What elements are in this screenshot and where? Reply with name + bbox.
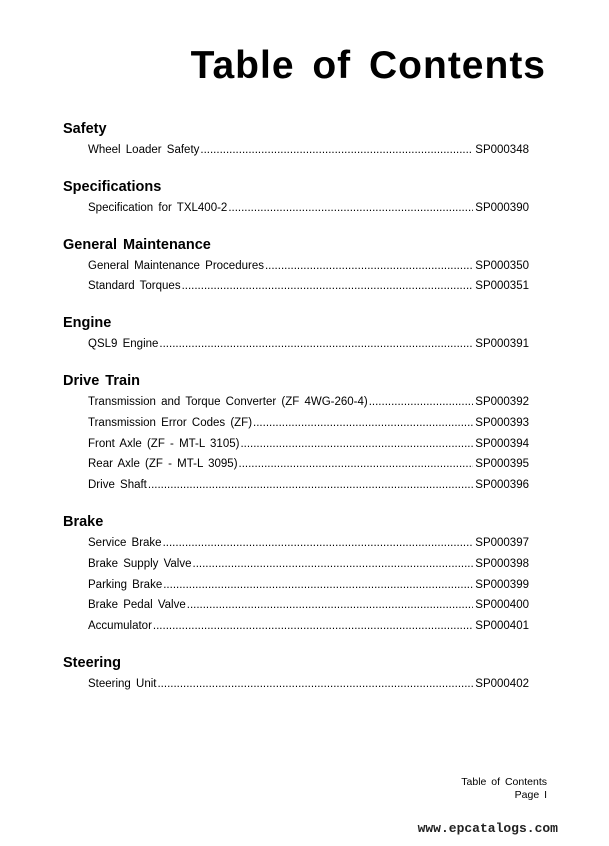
toc-entry[interactable]	[88, 392, 529, 413]
dot-leader	[193, 554, 474, 575]
entry-label: Specification for TXL400-2	[88, 201, 228, 214]
entry-code: SP000391	[475, 338, 529, 351]
entry-code: SP000393	[475, 416, 529, 429]
dot-leader	[253, 413, 473, 434]
toc-entry[interactable]	[88, 595, 529, 616]
entry-code: SP000348	[475, 144, 529, 156]
dot-leader	[200, 140, 473, 161]
dot-leader	[163, 533, 474, 554]
toc-entry[interactable]	[88, 334, 529, 355]
toc-entry[interactable]	[88, 276, 529, 297]
toc-section-brake	[63, 511, 529, 637]
entry-code: SP000402	[475, 677, 529, 690]
toc-entry[interactable]	[88, 554, 529, 575]
entry-code: SP000392	[475, 395, 529, 408]
entry-code: SP000401	[475, 620, 529, 633]
entry-label: Brake Pedal Valve	[88, 599, 186, 612]
dot-leader	[187, 595, 474, 616]
dot-leader	[153, 616, 473, 637]
toc-section-steering	[63, 652, 529, 695]
toc-section-engine	[63, 312, 529, 355]
toc-entry[interactable]	[88, 454, 529, 475]
toc-section-general-maintenance	[63, 234, 529, 298]
entry-label: Drive Shaft	[88, 479, 147, 492]
page-title: Table of Contents	[190, 44, 546, 87]
section-title: Drive Train	[63, 372, 140, 389]
dot-leader	[157, 674, 473, 695]
toc-section-drive-train	[63, 370, 529, 496]
entry-code: SP000398	[475, 557, 529, 570]
entry-label: Accumulator	[88, 620, 152, 633]
toc-section-safety	[63, 118, 529, 161]
section-title: Safety	[63, 121, 107, 137]
toc-entry[interactable]	[88, 533, 529, 554]
entry-label: Rear Axle (ZF - MT-L 3095)	[88, 458, 238, 471]
dot-leader	[182, 276, 474, 297]
entry-code: SP000397	[475, 536, 529, 549]
section-title: Specifications	[63, 178, 162, 195]
entry-code: SP000350	[475, 259, 529, 272]
toc-entry[interactable]	[88, 475, 529, 496]
toc-entry[interactable]	[88, 434, 529, 455]
page-footer	[461, 776, 547, 802]
dot-leader	[265, 256, 473, 277]
table-of-contents	[63, 118, 529, 710]
footer-page-label: Page I	[514, 789, 547, 801]
toc-entry[interactable]	[88, 256, 529, 277]
entry-code: SP000394	[475, 437, 529, 450]
toc-entry[interactable]	[88, 575, 529, 596]
entry-label: Brake Supply Valve	[88, 557, 192, 570]
toc-section-specifications	[63, 176, 529, 219]
entry-label: Standard Torques	[88, 280, 181, 293]
watermark-url[interactable]: www.epcatalogs.com	[417, 821, 558, 836]
section-title: Engine	[63, 315, 112, 332]
entry-label: Transmission Error Codes (ZF)	[88, 416, 253, 429]
section-title: Steering	[63, 654, 122, 671]
entry-code: SP000390	[475, 201, 529, 214]
section-title: Brake	[63, 513, 104, 530]
entry-code: SP000351	[475, 280, 529, 293]
dot-leader	[369, 392, 474, 413]
toc-entry[interactable]	[88, 413, 529, 434]
dot-leader	[159, 334, 473, 355]
entry-label: Front Axle (ZF - MT-L 3105)	[88, 437, 240, 450]
dot-leader	[228, 198, 473, 219]
dot-leader	[148, 475, 473, 496]
entry-code: SP000400	[475, 599, 529, 612]
section-title: General Maintenance	[63, 236, 211, 253]
toc-entry[interactable]	[88, 140, 529, 161]
entry-code: SP000396	[475, 479, 529, 492]
toc-entry[interactable]	[88, 198, 529, 219]
footer-doc-name: Table of Contents	[461, 776, 547, 788]
entry-label: Wheel Loader Safety	[88, 144, 200, 156]
dot-leader	[240, 434, 473, 455]
entry-label: QSL9 Engine	[88, 338, 159, 351]
dot-leader	[163, 575, 473, 596]
toc-entry[interactable]	[88, 674, 529, 695]
entry-label: Service Brake	[88, 536, 162, 549]
entry-code: SP000399	[475, 578, 529, 591]
entry-label: Parking Brake	[88, 578, 163, 591]
toc-entry[interactable]	[88, 616, 529, 637]
entry-label: General Maintenance Procedures	[88, 259, 264, 272]
entry-label: Steering Unit	[88, 677, 157, 690]
dot-leader	[239, 454, 474, 475]
entry-label: Transmission and Torque Converter (ZF 4WG-260-4)	[88, 395, 368, 408]
entry-code: SP000395	[475, 458, 529, 471]
